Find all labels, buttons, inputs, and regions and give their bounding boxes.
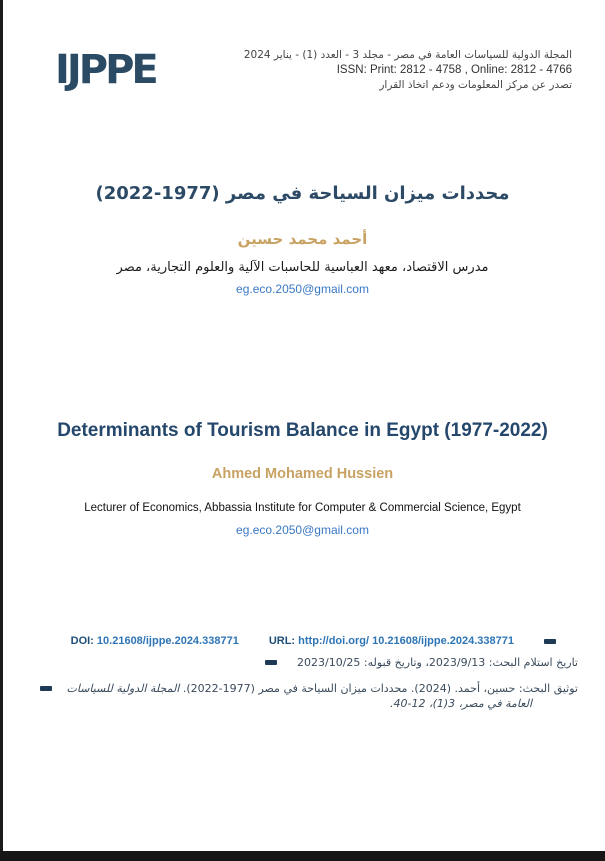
english-title-block <box>0 420 605 539</box>
english-author-affiliation: Lecturer of Economics, Abbassia Institute for Computer & Commercial Science, Egypt <box>84 502 521 514</box>
masthead <box>55 48 572 93</box>
author-email-link-arabic-block[interactable]: eg.eco.2050@gmail.com <box>236 282 369 296</box>
issn-line: ISSN: Print: 2812 - 4758 , Online: 2812 - 4766 <box>336 64 572 76</box>
arabic-author-affiliation: مدرس الاقتصاد، معهد العباسية للحاسبات الآلية والعلوم التجارية، مصر <box>116 260 489 275</box>
received-accepted-row <box>40 656 578 669</box>
citation-journal-name: المجلة الدولية للسياسات العامة في مصر، 3(1)، 12-40. <box>66 682 532 710</box>
received-accepted-dates: تاريخ استلام البحث: 2023/9/13، وتاريخ قبوله: 2023/10/25 <box>297 656 578 669</box>
doi-label: DOI: <box>70 635 94 647</box>
url-pair <box>269 635 514 647</box>
citation-prefix: توثيق البحث: حسين، أحمد. (2024). محددات ميزان السياحة في مصر (1977-2022). <box>179 682 578 695</box>
dash-bullet-icon <box>544 639 556 644</box>
arabic-article-title: محددات ميزان السياحة في مصر (1977-2022) <box>95 183 510 204</box>
doi-url-row <box>40 635 578 647</box>
page-bottom-edge <box>0 851 605 861</box>
dash-bullet-icon <box>265 660 277 665</box>
journal-logo: IJPPE <box>55 47 156 93</box>
author-email-link-english-block[interactable]: eg.eco.2050@gmail.com <box>236 523 369 537</box>
citation-row <box>40 681 578 711</box>
doi-link[interactable]: 10.21608/ijppe.2024.338771 <box>96 635 239 647</box>
dash-bullet-icon <box>40 686 52 691</box>
publisher-line: تصدر عن مركز المعلومات ودعم اتخاذ القرار <box>379 79 572 91</box>
journal-info <box>244 48 572 93</box>
url-label: URL: <box>268 635 296 647</box>
citation-text <box>64 681 578 711</box>
arabic-author-name: أحمد محمد حسين <box>237 230 368 248</box>
url-link[interactable]: http://doi.org/ 10.21608/ijppe.2024.338771 <box>298 635 514 647</box>
article-meta-block <box>40 635 578 711</box>
arabic-title-block <box>0 183 605 298</box>
english-article-title: Determinants of Tourism Balance in Egypt (1977-2022) <box>57 420 548 441</box>
journal-issue-line: المجلة الدولية للسياسات العامة في مصر - مجلد 3 - العدد (1) - يناير 2024 <box>243 49 572 61</box>
doi-pair <box>71 635 239 647</box>
english-author-name: Ahmed Mohamed Hussien <box>211 466 394 482</box>
